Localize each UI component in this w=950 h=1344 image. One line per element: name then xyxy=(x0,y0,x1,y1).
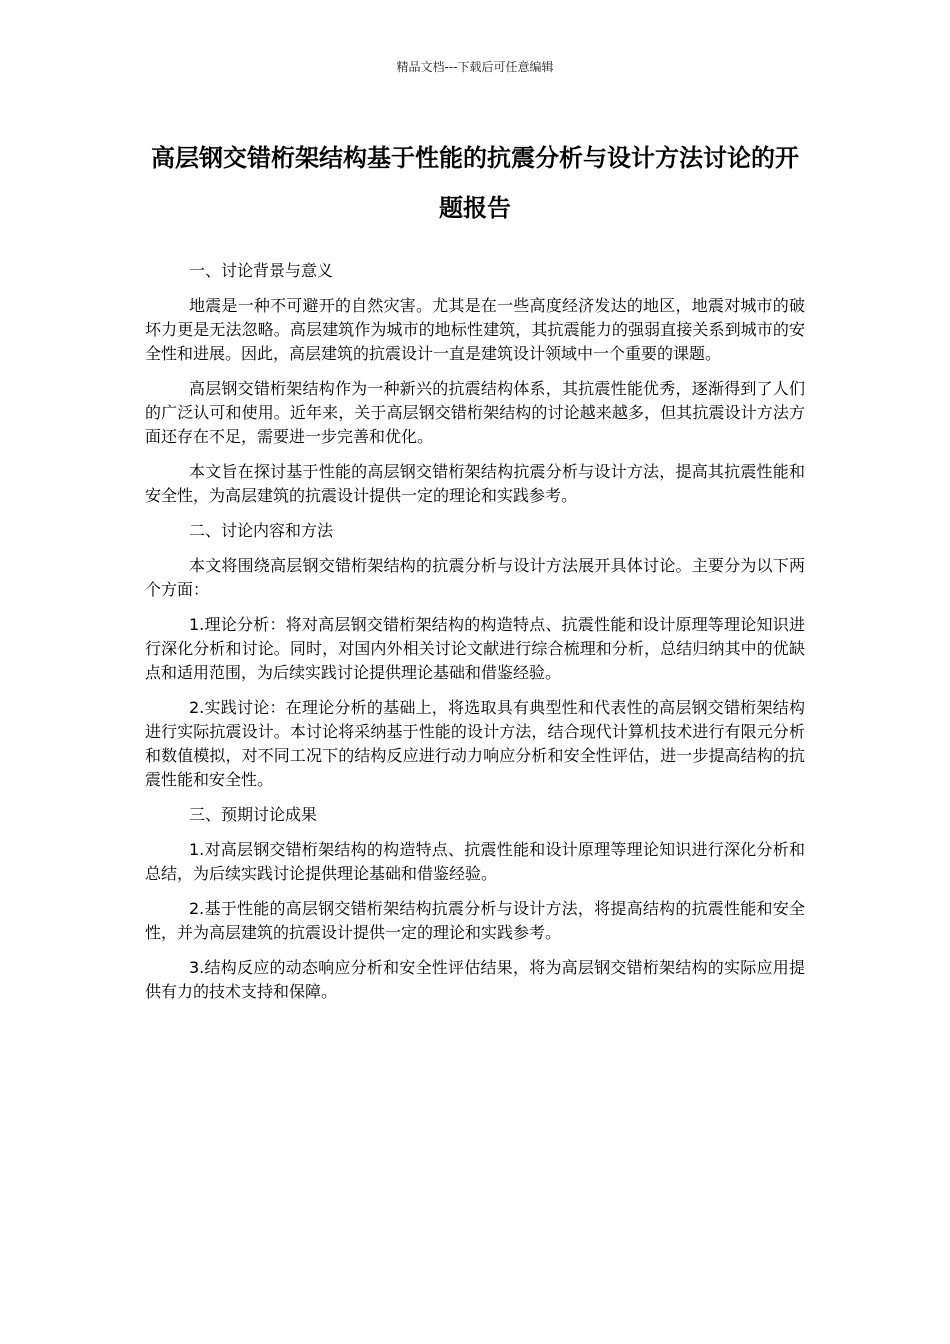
paragraph: 2.基于性能的高层钢交错桁架结构抗震分析与设计方法，将提高结构的抗震性能和安全性，并为高层建筑的抗震设计提供一定的理论和实践参考。 xyxy=(145,899,805,942)
paragraph: 2.实践讨论：在理论分析的基础上，将选取具有典型性和代表性的高层钢交错桁架结构进行实际抗震设计。本讨论将采纳基于性能的设计方法，结合现代计算机技术进行有限元分析和数值模拟，对不同工况下的结构反应进行动力响应分析和安全性评估，进一步提高结构的抗震性能和安全性。 xyxy=(145,698,805,789)
paragraph: 本文旨在探讨基于性能的高层钢交错桁架结构抗震分析与设计方法，提高其抗震性能和安全性，为高层建筑的抗震设计提供一定的理论和实践参考。 xyxy=(145,462,805,505)
header-note: 精品文档---下载后可任意编辑 xyxy=(396,60,554,74)
paragraph: 本文将围绕高层钢交错桁架结构的抗震分析与设计方法展开具体讨论。主要分为以下两个方面： xyxy=(145,556,805,599)
section-heading-expected-results: 三、预期讨论成果 xyxy=(189,805,318,824)
paragraph: 3.结构反应的动态响应分析和安全性评估结果，将为高层钢交错桁架结构的实际应用提供有力的技术支持和保障。 xyxy=(145,958,805,1001)
section-heading-background: 一、讨论背景与意义 xyxy=(189,261,334,280)
paragraph: 1.对高层钢交错桁架结构的构造特点、抗震性能和设计原理等理论知识进行深化分析和总结，为后续实践讨论提供理论基础和借鉴经验。 xyxy=(145,840,805,883)
document-title: 高层钢交错桁架结构基于性能的抗震分析与设计方法讨论的开题报告 xyxy=(151,144,799,222)
paragraph: 1.理论分析：将对高层钢交错桁架结构的构造特点、抗震性能和设计原理等理论知识进行深化分析和讨论。同时，对国内外相关讨论文献进行综合梳理和分析，总结归纳其中的优缺点和适用范围，为后续实践讨论提供理论基础和借鉴经验。 xyxy=(145,615,805,682)
paragraph: 高层钢交错桁架结构作为一种新兴的抗震结构体系，其抗震性能优秀，逐渐得到了人们的广泛认可和使用。近年来，关于高层钢交错桁架结构的讨论越来越多，但其抗震设计方法方面还存在不足，需要进一步完善和优化。 xyxy=(145,379,805,446)
document-body xyxy=(145,259,805,1015)
section-heading-content-methods: 二、讨论内容和方法 xyxy=(189,521,334,540)
paragraph: 地震是一种不可避开的自然灾害。尤其是在一些高度经济发达的地区，地震对城市的破坏力更是无法忽略。高层建筑作为城市的地标性建筑，其抗震能力的强弱直接关系到城市的安全性和进展。因此，高层建筑的抗震设计一直是建筑设计领域中一个重要的课题。 xyxy=(145,296,805,363)
